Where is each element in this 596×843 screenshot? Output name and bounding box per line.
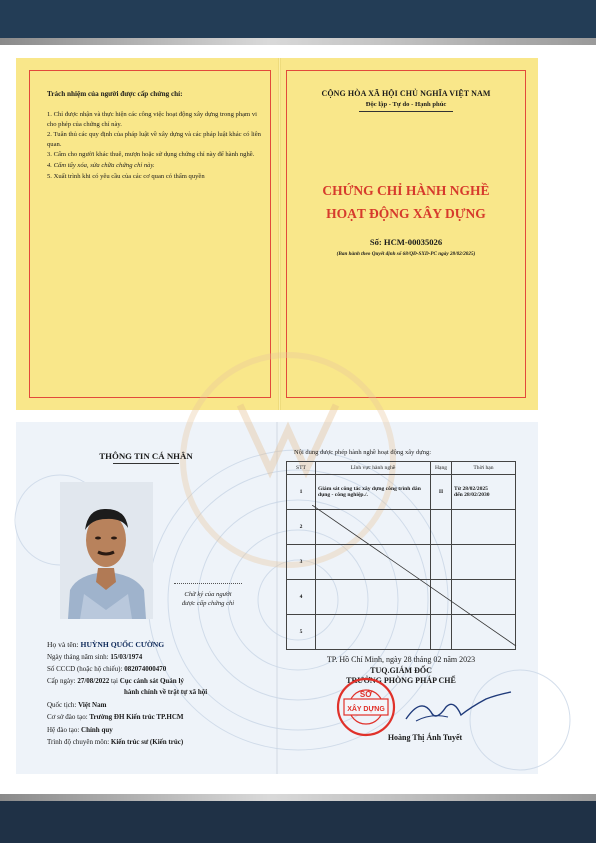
cover-right-frame [286,70,526,398]
responsibility-item: 1. Chỉ được nhận và thực hiện các công việc hoạt động xây dựng trong phạm vi cho phép của chứng chỉ này. [47,111,257,128]
row-number: 1 [287,475,316,510]
row-number: 3 [287,545,316,580]
field-training-institution: Cơ sở đào tạo: Trường ĐH Kiến trúc TP.HCM [47,713,184,721]
signer-name: Hoàng Thị Ánh Tuyết [387,733,463,742]
nation-heading: CỘNG HÒA XÃ HỘI CHỦ NGHĨA VIỆT NAM [321,89,491,98]
row-number: 4 [287,580,316,615]
field-id-number: Số CCCD (hoặc hộ chiếu): 082074000470 [47,665,167,673]
signature-caption-line1: Chữ ký của người [184,591,232,598]
official-seal [336,677,516,737]
signer-role-2: TRƯỞNG PHÒNG PHÁP CHẾ [346,676,456,685]
permissions-caption: Nội dung được phép hành nghề hoạt động xây dựng: [294,449,432,456]
row-rank: II [431,475,452,510]
responsibility-item: 3. Cấm cho người khác thuê, mượn hoặc sử dụng chứng chỉ này để hành nghề. [47,151,255,159]
signature-caption [168,590,248,608]
motto-underline [359,111,453,112]
inner-card-fold [276,422,278,774]
signature-caption-line2: được cấp chứng chỉ [181,600,235,607]
top-banner [0,0,596,38]
table-header-row [287,462,516,475]
signer-role-1: TUQ.GIÁM ĐỐC [370,666,432,675]
header-period: Thời hạn [452,462,516,475]
certificate-number: Số: HCM-00035026 [369,237,443,247]
responsibility-item: 4. Cấm tẩy xóa, sửa chữa chứng chỉ này. [47,161,155,169]
signature-line [174,583,242,584]
decree-reference: (Ban hành theo Quyết định số 68/QĐ-SXD-PC ngày 28/02/2025) [336,251,476,257]
cover-fold [278,58,281,410]
place-and-date: TP. Hồ Chí Minh, ngày 28 tháng 02 năm 2023 [326,655,476,664]
top-silver-stripe [0,38,596,45]
field-nationality: Quốc tịch: Việt Nam [47,701,107,709]
header-rank: Hạng [431,462,452,475]
void-cross-line [312,505,517,647]
personal-info-title: THÔNG TIN CÁ NHÂN [99,451,193,461]
seal-text-top: SỞ [359,690,373,699]
field-training-mode: Hệ đào tạo: Chính quy [47,726,113,734]
certificate-title-line1: CHỨNG CHỈ HÀNH NGHỀ [322,183,490,198]
header-stt: STT [287,462,316,475]
responsibility-item: 2. Tuân thủ các quy định của pháp luật về xây dựng và các pháp luật khác có liên quan. [47,131,261,148]
header-scope: Lĩnh vực hành nghề [316,462,431,475]
field-issue-date: Cấp ngày: 27/08/2022 tại Cục cảnh sát Quản lý [47,677,184,685]
row-number: 2 [287,510,316,545]
portrait-illustration [60,482,153,619]
responsibilities-title: Trách nhiệm của người được cấp chứng chỉ: [47,90,183,98]
national-motto: Độc lập - Tự do - Hạnh phúc [365,101,447,108]
personal-info-underline [113,463,179,464]
certificate-title-line2: HOẠT ĐỘNG XÂY DỰNG [326,206,486,221]
responsibilities-list [47,110,265,182]
row-period: Từ 28/02/2025 đến 28/02/2030 [452,475,516,510]
seal-text-main: XÂY DỰNG [347,706,385,713]
field-issue-place-cont: hành chính về trật tự xã hội [124,688,208,696]
bottom-banner [0,801,596,843]
responsibility-item: 5. Xuất trình khi có yêu cầu của các cơ quan có thẩm quyền [47,172,205,180]
portrait-photo [60,482,153,619]
row-number: 5 [287,615,316,650]
row-scope: Giám sát công tác xây dựng công trình dân dụng - công nghiệp./. [316,475,431,510]
bottom-silver-stripe [0,794,596,801]
field-qualification: Trình độ chuyên môn: Kiến trúc sư (Kiến trúc) [47,738,184,746]
field-birth-date: Ngày tháng năm sinh: 15/03/1974 [47,653,143,661]
field-full-name: Họ và tên: HUỲNH QUỐC CƯỜNG [47,640,165,649]
